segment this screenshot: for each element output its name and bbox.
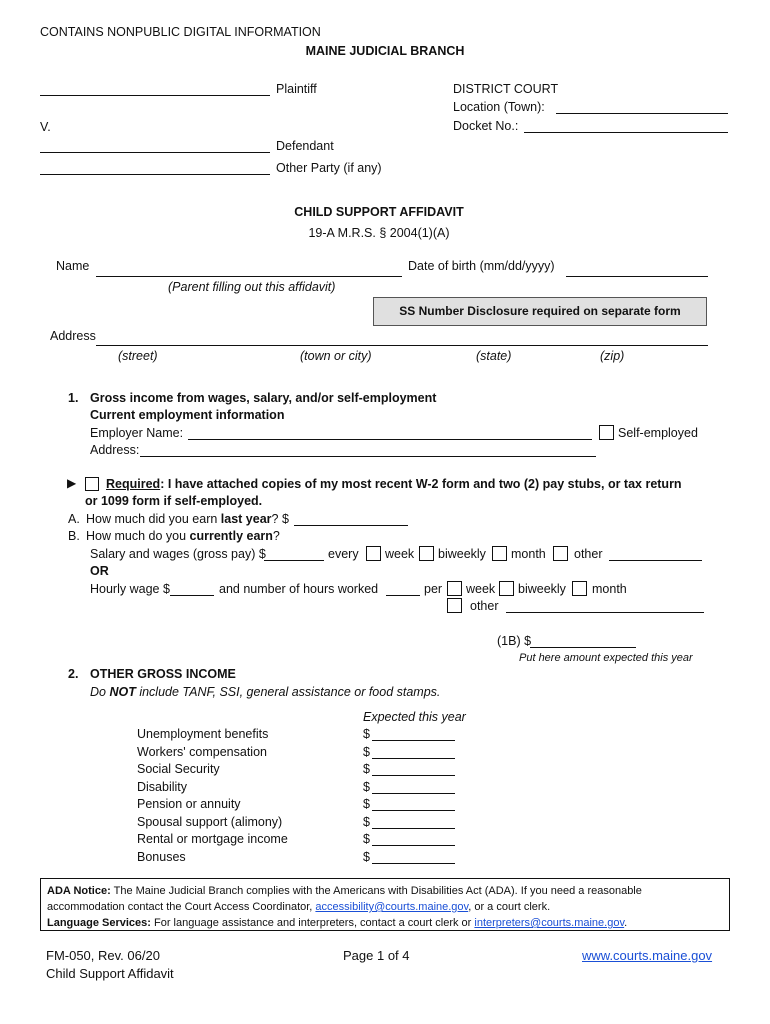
salary-other-line[interactable]: [609, 560, 702, 561]
hours-label: and number of hours worked: [219, 582, 379, 596]
hourly-other-label: other: [470, 599, 499, 613]
hourly-other-line[interactable]: [506, 612, 704, 613]
town-caption: (town or city): [300, 349, 372, 363]
court-label: DISTRICT COURT: [453, 82, 559, 96]
currency-sign: $: [363, 727, 370, 741]
zip-caption: (zip): [600, 349, 625, 363]
currency-sign: $: [363, 779, 370, 794]
hourly-month-label: month: [592, 582, 627, 596]
form-title: CHILD SUPPORT AFFIDAVIT: [294, 205, 464, 219]
question-a: How much did you earn last year? $: [86, 512, 289, 526]
page-number: Page 1 of 4: [343, 948, 410, 963]
ada-notice-box: [40, 878, 730, 931]
hourly-biweekly-checkbox[interactable]: [499, 581, 514, 596]
currency-sign: $: [363, 849, 370, 864]
other-income-label: Rental or mortgage income: [137, 832, 288, 846]
address-line[interactable]: [96, 345, 708, 346]
salary-other-checkbox[interactable]: [553, 546, 568, 561]
self-employed-checkbox[interactable]: [599, 425, 614, 440]
total-1b-note: Put here amount expected this year: [519, 652, 693, 664]
section2-note: Do NOT include TANF, SSI, general assistance or food stamps.: [90, 685, 441, 699]
other-income-label: Pension or annuity: [137, 797, 241, 811]
salary-line[interactable]: [264, 560, 324, 561]
form-name: Child Support Affidavit: [46, 966, 174, 981]
other-income-label: Workers' compensation: [137, 744, 267, 759]
other-income-amount-line[interactable]: [372, 828, 455, 829]
section1-number: 1.: [68, 391, 79, 405]
salary-other-label: other: [574, 547, 603, 561]
other-income-amount-line[interactable]: [372, 863, 455, 864]
section2-number: 2.: [68, 667, 79, 681]
last-year-line[interactable]: [294, 525, 408, 526]
per-label: per: [424, 582, 443, 596]
salary-label: Salary and wages (gross pay) $: [90, 547, 266, 561]
docket-label: Docket No.:: [453, 119, 519, 133]
ada-notice: ADA Notice: The Maine Judicial Branch complies with the Americans with Disabilities Act (ADA). If you need a reasonable: [47, 885, 642, 897]
state-caption: (state): [476, 349, 512, 363]
required-checkbox[interactable]: [85, 477, 99, 491]
salary-week-label: week: [385, 547, 415, 561]
arrow-icon: ▶: [67, 476, 77, 490]
salary-biweekly-checkbox[interactable]: [419, 546, 434, 561]
dob-label: Date of birth (mm/dd/yyyy): [408, 259, 555, 273]
other-party-label: Other Party (if any): [276, 161, 382, 175]
salary-month-label: month: [511, 547, 546, 561]
hourly-month-checkbox[interactable]: [572, 581, 587, 596]
employer-label: Employer Name:: [90, 426, 184, 440]
address-label: Address: [50, 329, 96, 343]
self-employed-label: Self-employed: [618, 426, 698, 440]
currency-sign: $: [363, 832, 370, 846]
other-income-label: Disability: [137, 779, 188, 794]
plaintiff-label: Plaintiff: [276, 82, 317, 96]
salary-month-checkbox[interactable]: [492, 546, 507, 561]
interpreters-email-link[interactable]: interpreters@courts.maine.gov: [474, 917, 625, 929]
every-label: every: [328, 547, 359, 561]
ssn-disclosure-box: SS Number Disclosure required on separate form: [373, 297, 707, 326]
hourly-week-label: week: [466, 582, 496, 596]
form-id: FM-050, Rev. 06/20: [46, 948, 160, 963]
name-label: Name: [56, 259, 90, 273]
currency-sign: $: [363, 744, 370, 759]
question-b: How much do you currently earn?: [86, 529, 280, 543]
total-1b-label: (1B) $: [497, 634, 532, 648]
name-note: (Parent filling out this affidavit): [168, 280, 336, 294]
branch-title: MAINE JUDICIAL BRANCH: [305, 44, 465, 58]
hourly-label: Hourly wage $: [90, 582, 170, 596]
other-income-amount-line[interactable]: [372, 775, 455, 776]
total-1b-line[interactable]: [530, 647, 636, 648]
employment-subheading: Current employment information: [90, 408, 285, 422]
section2-heading: OTHER GROSS INCOME: [90, 667, 236, 681]
currency-sign: $: [363, 762, 370, 776]
salary-week-checkbox[interactable]: [366, 546, 381, 561]
ada-notice-cont: accommodation contact the Court Access Coordinator, accessibility@courts.maine.gov, or a court clerk.: [47, 901, 551, 913]
question-b-letter: B.: [68, 529, 80, 543]
other-income-amount-line[interactable]: [372, 758, 455, 759]
defendant-label: Defendant: [276, 139, 334, 153]
currency-sign: $: [363, 814, 370, 829]
other-income-amount-line[interactable]: [372, 740, 455, 741]
or-label: OR: [90, 564, 109, 578]
street-caption: (street): [118, 349, 158, 363]
hourly-biweekly-label: biweekly: [518, 582, 566, 596]
other-income-amount-line[interactable]: [372, 810, 455, 811]
statute: 19-A M.R.S. § 2004(1)(A): [308, 226, 450, 240]
section1-heading: Gross income from wages, salary, and/or self-employment: [90, 391, 437, 405]
other-income-label: Bonuses: [137, 849, 186, 864]
question-a-letter: A.: [68, 512, 80, 526]
required-statement-cont: or 1099 form if self-employed.: [85, 494, 263, 508]
required-statement: Required: I have attached copies of my most recent W-2 form and two (2) pay stubs, or tax return: [106, 477, 682, 491]
hours-line[interactable]: [386, 595, 420, 596]
hourly-line[interactable]: [170, 595, 214, 596]
language-services: Language Services: For language assistance and interpreters, contact a court clerk or interpreters@courts.maine.gov.: [47, 917, 628, 929]
other-income-label: Unemployment benefits: [137, 727, 269, 741]
hourly-week-checkbox[interactable]: [447, 581, 462, 596]
currency-sign: $: [363, 797, 370, 811]
hourly-other-checkbox[interactable]: [447, 598, 462, 613]
nonpublic-notice: CONTAINS NONPUBLIC DIGITAL INFORMATION: [40, 25, 321, 39]
employer-address-label: Address:: [90, 443, 140, 457]
employer-address-line[interactable]: [140, 456, 596, 457]
employer-line[interactable]: [188, 439, 592, 440]
dob-line[interactable]: [566, 276, 708, 277]
docket-line[interactable]: [524, 132, 728, 133]
other-income-amount-line[interactable]: [372, 845, 455, 846]
other-income-label: Spousal support (alimony): [137, 814, 283, 829]
location-label: Location (Town):: [453, 100, 545, 114]
other-party-line[interactable]: [40, 174, 270, 175]
name-line[interactable]: [96, 276, 402, 277]
versus-label: V.: [40, 120, 51, 134]
other-income-label: Social Security: [137, 762, 220, 776]
other-income-amount-line[interactable]: [372, 793, 455, 794]
expected-column-header: Expected this year: [363, 710, 466, 724]
accessibility-email-link[interactable]: accessibility@courts.maine.gov: [315, 901, 469, 913]
website-link[interactable]: www.courts.maine.gov: [582, 948, 713, 963]
plaintiff-line[interactable]: [40, 95, 270, 96]
location-line[interactable]: [556, 113, 728, 114]
salary-biweekly-label: biweekly: [438, 547, 486, 561]
defendant-line[interactable]: [40, 152, 270, 153]
